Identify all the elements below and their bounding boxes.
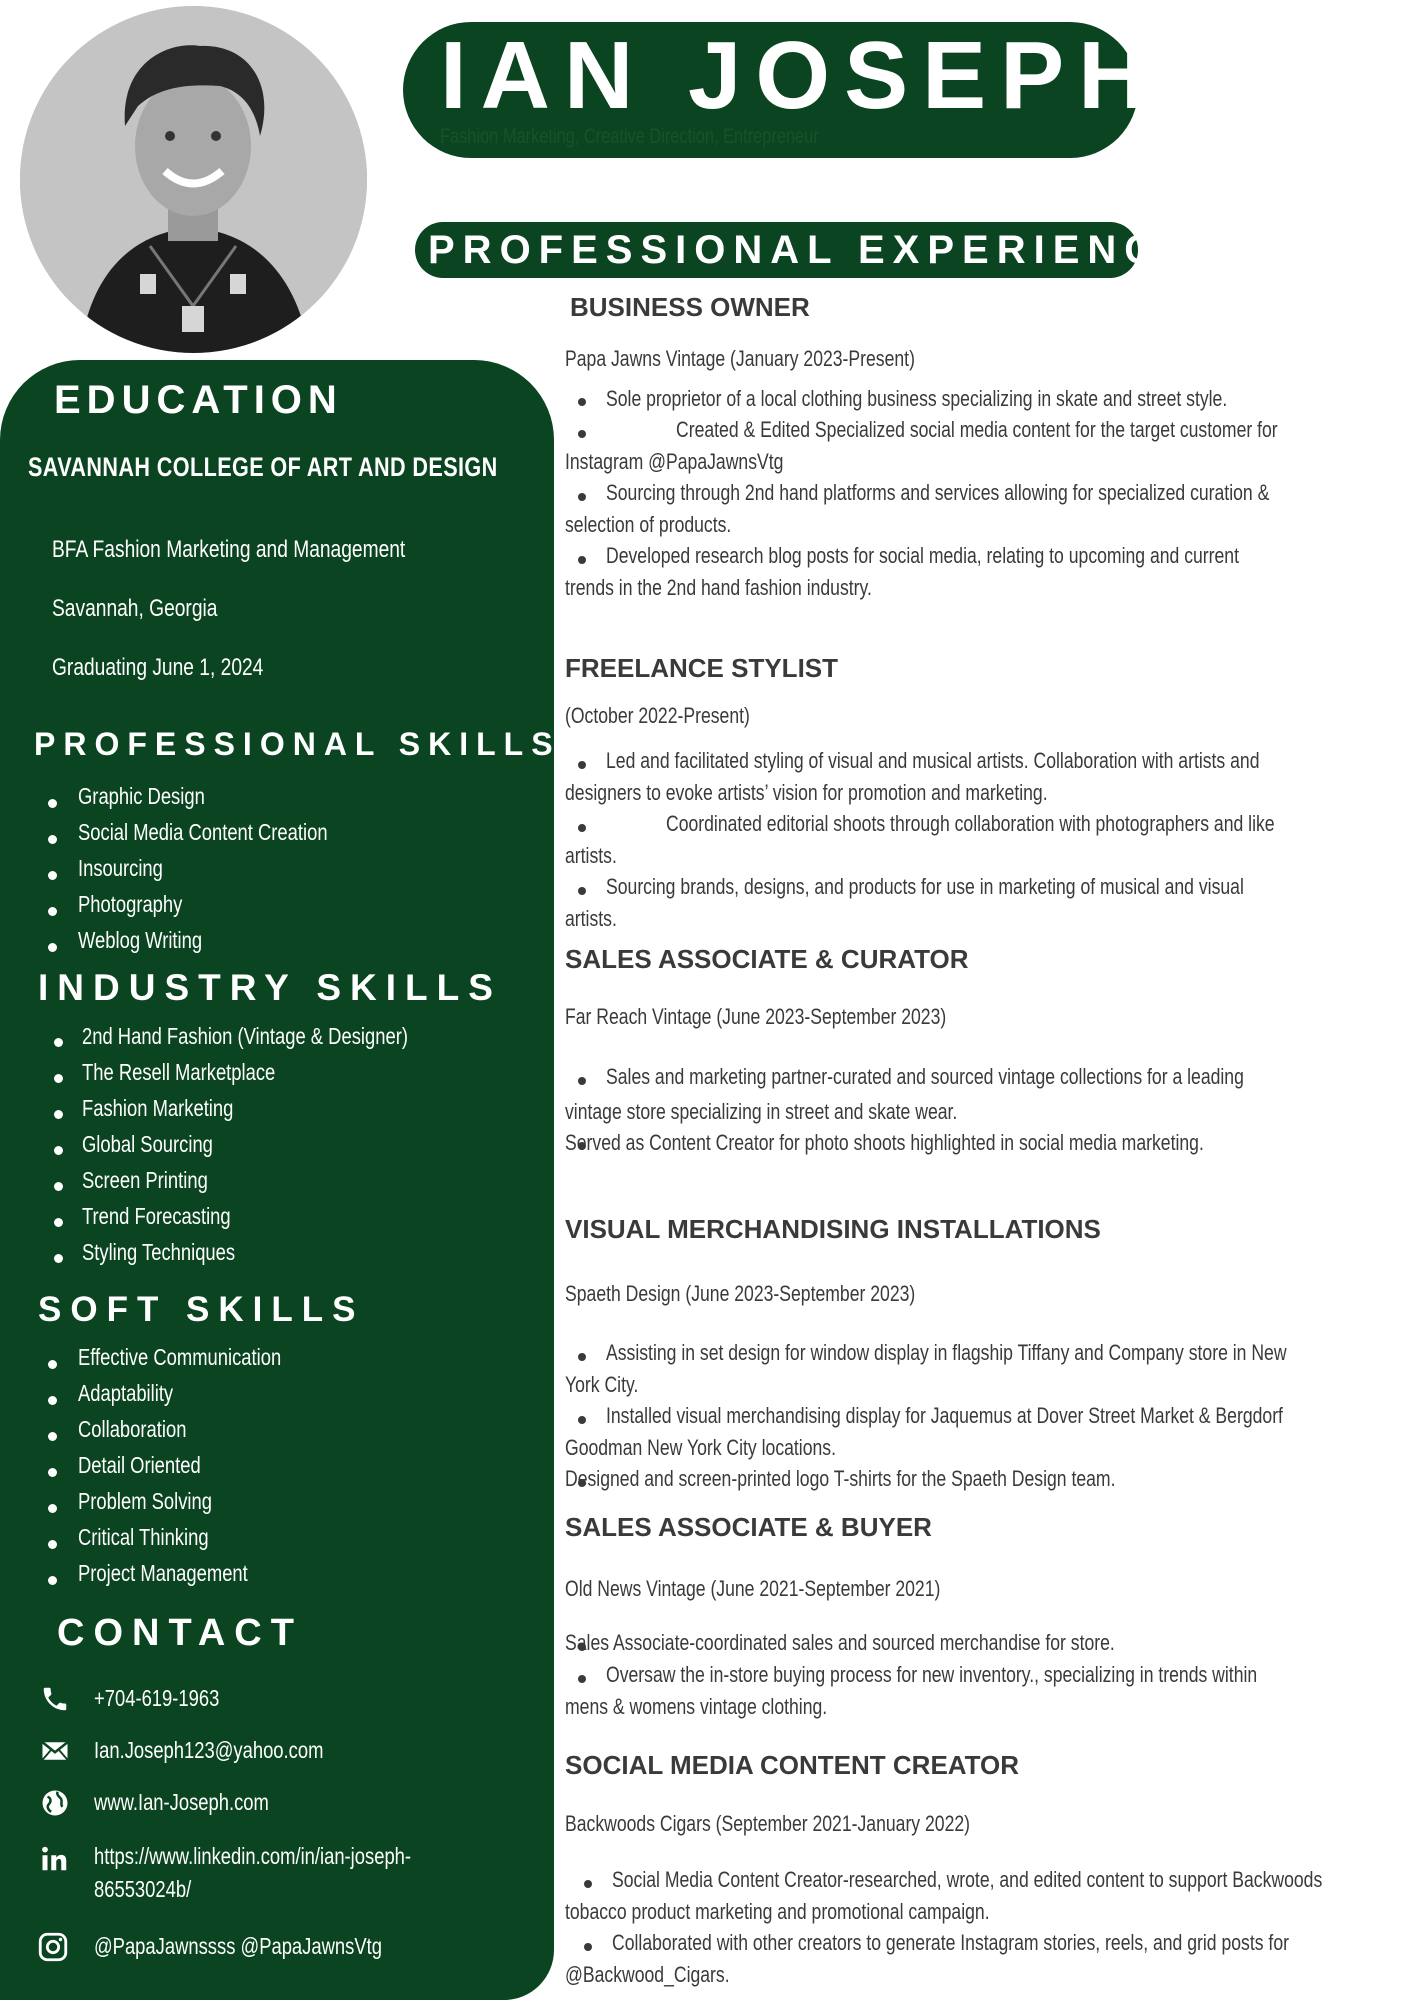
bullet-icon xyxy=(48,943,57,952)
bullet-icon xyxy=(584,1880,592,1888)
bullet-icon xyxy=(578,1416,586,1424)
job-title: SALES ASSOCIATE & BUYER xyxy=(565,1512,932,1542)
job-detail: artists. xyxy=(565,843,617,868)
job-detail: @Backwood_Cigars. xyxy=(565,1962,730,1987)
list-item: Collaboration xyxy=(78,1416,187,1442)
bullet-icon xyxy=(48,1396,57,1405)
bullet-icon xyxy=(578,824,586,832)
bullet-icon xyxy=(578,430,586,438)
globe-icon xyxy=(40,1788,70,1818)
job-detail: Sales and marketing partner-curated and sourced vintage collections for a leading xyxy=(606,1064,1244,1089)
list-item: Problem Solving xyxy=(78,1488,212,1514)
name-heading: IAN JOSEPH xyxy=(440,22,1162,129)
bullet-icon xyxy=(48,1576,57,1585)
job-org: (October 2022-Present) xyxy=(565,703,750,728)
list-item: Adaptability xyxy=(78,1380,174,1406)
bullet-icon xyxy=(48,835,57,844)
job-title: FREELANCE STYLIST xyxy=(565,653,839,683)
bullet-icon xyxy=(48,907,57,916)
list-item: Trend Forecasting xyxy=(82,1203,231,1229)
job-detail: Led and facilitated styling of visual and musical artists. Collaboration with artists and xyxy=(606,748,1260,773)
list-item: 2nd Hand Fashion (Vintage & Designer) xyxy=(82,1023,408,1049)
job-org: Backwoods Cigars (September 2021-January 2022) xyxy=(565,1811,971,1836)
contact-heading: CONTACT xyxy=(57,1612,303,1654)
location: Savannah, Georgia xyxy=(52,595,218,622)
job-org: Old News Vintage (June 2021-September 2021) xyxy=(565,1576,941,1601)
job-detail: selection of products. xyxy=(565,512,732,537)
bullet-icon xyxy=(48,1504,57,1513)
job-detail: Social Media Content Creator-researched, wrote, and edited content to support Backwoods xyxy=(612,1867,1323,1892)
linkedin-line-1: https://www.linkedin.com/in/ian-joseph- xyxy=(94,1843,412,1869)
bullet-icon xyxy=(48,1432,57,1441)
job-detail: Collaborated with other creators to generate Instagram stories, reels, and grid posts for xyxy=(612,1930,1289,1955)
job-title: VISUAL MERCHANDISING INSTALLATIONS xyxy=(565,1214,1101,1244)
list-item: Photography xyxy=(78,891,183,917)
portrait-illustration xyxy=(20,6,367,353)
bullet-icon xyxy=(54,1074,63,1083)
bullet-icon xyxy=(578,1077,586,1085)
bullet-icon xyxy=(54,1182,63,1191)
job-detail: Coordinated editorial shoots through collaboration with photographers and like xyxy=(666,811,1275,836)
job-detail: Goodman New York City locations. xyxy=(565,1435,836,1460)
bullet-icon xyxy=(48,1360,57,1369)
job-detail: Oversaw the in-store buying process for new inventory., specializing in trends within xyxy=(606,1662,1258,1687)
job-detail: Assisting in set design for window display in flagship Tiffany and Company store in New xyxy=(606,1340,1287,1365)
education-heading: EDUCATION xyxy=(54,378,343,422)
list-item: Effective Communication xyxy=(78,1344,282,1370)
list-item: Fashion Marketing xyxy=(82,1095,234,1121)
list-item: Insourcing xyxy=(78,855,163,881)
mail-icon xyxy=(40,1736,70,1766)
list-item: Critical Thinking xyxy=(78,1524,209,1550)
list-item: Social Media Content Creation xyxy=(78,819,328,845)
bullet-icon xyxy=(54,1110,63,1119)
instagram-handles[interactable]: @PapaJawnssss @PapaJawnsVtg xyxy=(94,1933,382,1959)
profile-photo xyxy=(20,6,367,353)
job-detail: Designed and screen-printed logo T-shirts for the Spaeth Design team. xyxy=(565,1466,1116,1491)
bullet-icon xyxy=(584,1943,592,1951)
job-detail: tobacco product marketing and promotional campaign. xyxy=(565,1899,990,1924)
bullet-icon xyxy=(578,761,586,769)
bullet-icon xyxy=(54,1254,63,1263)
tagline: Fashion Marketing, Creative Direction, Entrepreneur xyxy=(440,125,819,148)
professional-skills-heading: PROFESSIONAL SKILLS xyxy=(34,726,561,762)
degree: BFA Fashion Marketing and Management xyxy=(52,536,406,563)
list-item: Styling Techniques xyxy=(82,1239,236,1265)
linkedin-icon xyxy=(40,1844,70,1874)
bullet-icon xyxy=(54,1146,63,1155)
job-detail: vintage store specializing in street and skate wear. xyxy=(565,1099,958,1124)
job-org: Far Reach Vintage (June 2023-September 2023) xyxy=(565,1004,947,1029)
website-link[interactable]: www.Ian-Joseph.com xyxy=(94,1789,269,1815)
bullet-icon xyxy=(48,799,57,808)
list-item: Weblog Writing xyxy=(78,927,203,953)
job-detail: Served as Content Creator for photo shoots highlighted in social media marketing. xyxy=(565,1130,1204,1155)
bullet-icon xyxy=(54,1038,63,1047)
list-item: Detail Oriented xyxy=(78,1452,201,1478)
job-detail: Installed visual merchandising display for Jaquemus at Dover Street Market & Bergdorf xyxy=(606,1403,1283,1428)
job-detail: designers to evoke artists’ vision for promotion and marketing. xyxy=(565,780,1048,805)
phone-icon xyxy=(40,1684,70,1714)
bullet-icon xyxy=(578,887,586,895)
list-item: Screen Printing xyxy=(82,1167,208,1193)
bullet-icon xyxy=(48,1540,57,1549)
bullet-icon xyxy=(578,1353,586,1361)
industry-skills-heading: INDUSTRY SKILLS xyxy=(38,967,502,1008)
job-detail: York City. xyxy=(565,1372,639,1397)
bullet-icon xyxy=(54,1218,63,1227)
list-item: Project Management xyxy=(78,1560,248,1586)
soft-skills-heading: SOFT SKILLS xyxy=(38,1290,365,1329)
job-detail: Sales Associate-coordinated sales and sourced merchandise for store. xyxy=(565,1630,1115,1655)
bullet-icon xyxy=(578,398,586,406)
bullet-icon xyxy=(48,871,57,880)
school-name: SAVANNAH COLLEGE OF ART AND DESIGN xyxy=(28,452,498,482)
job-detail: Created & Edited Specialized social media content for the target customer for xyxy=(676,417,1278,442)
list-item: The Resell Marketplace xyxy=(82,1059,276,1085)
job-detail: Sourcing brands, designs, and products for use in marketing of musical and visual xyxy=(606,874,1244,899)
job-detail: trends in the 2nd hand fashion industry. xyxy=(565,575,872,600)
job-detail: Instagram @PapaJawnsVtg xyxy=(565,449,784,474)
job-detail: artists. xyxy=(565,906,617,931)
bullet-icon xyxy=(578,556,586,564)
experience-heading: PROFESSIONAL EXPERIENCE xyxy=(428,228,1196,272)
linkedin-link[interactable] xyxy=(94,1840,411,1906)
job-detail: Sole proprietor of a local clothing business specializing in skate and street style. xyxy=(606,386,1228,411)
job-org: Papa Jawns Vintage (January 2023-Present) xyxy=(565,346,915,371)
list-item: Graphic Design xyxy=(78,783,205,809)
list-item: Global Sourcing xyxy=(82,1131,213,1157)
bullet-icon xyxy=(578,493,586,501)
job-detail: Developed research blog posts for social media, relating to upcoming and current xyxy=(606,543,1239,568)
bullet-icon xyxy=(48,1468,57,1477)
job-title: BUSINESS OWNER xyxy=(570,292,810,322)
linkedin-line-2: 86553024b/ xyxy=(94,1876,192,1902)
email-link[interactable]: Ian.Joseph123@yahoo.com xyxy=(94,1737,324,1763)
job-detail: mens & womens vintage clothing. xyxy=(565,1694,828,1719)
bullet-icon xyxy=(578,1675,586,1683)
job-detail: Sourcing through 2nd hand platforms and services allowing for specialized curation & xyxy=(606,480,1270,505)
job-title: SALES ASSOCIATE & CURATOR xyxy=(565,944,969,974)
graduation: Graduating June 1, 2024 xyxy=(52,654,264,681)
instagram-icon xyxy=(36,1930,70,1964)
job-org: Spaeth Design (June 2023-September 2023) xyxy=(565,1281,916,1306)
job-title: SOCIAL MEDIA CONTENT CREATOR xyxy=(565,1750,1020,1780)
phone-link[interactable]: +704-619-1963 xyxy=(94,1685,220,1711)
